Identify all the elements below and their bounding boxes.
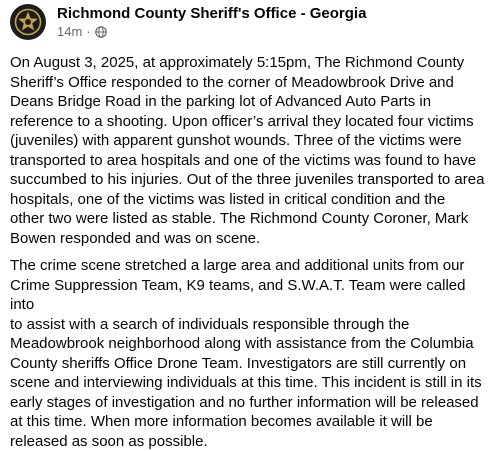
meta-separator: · xyxy=(86,24,91,39)
post-header xyxy=(10,4,366,40)
page-name-link[interactable]: Richmond County Sheriff's Office - Georgia xyxy=(57,5,367,22)
page-avatar[interactable] xyxy=(10,4,46,40)
post-body xyxy=(10,53,488,451)
post-timestamp[interactable]: 14m xyxy=(57,24,83,39)
sheriff-star-badge-icon xyxy=(10,4,46,40)
post-paragraph: The crime scene stretched a large area and additional units from our Crime Suppression Team, K9 teams, and S.W.A.T. Team were called into to assist with a search of individuals responsible through the Meadowbrook neighborhood along with assistance from the Columbia County sheriffs Office Drone Team. Investigators are still currently on scene and interviewing individuals at this time. This incident is still in its early stages of investigation and no further information will be released at this time. When more information becomes available it will be released as soon as possible. xyxy=(10,257,482,450)
post-paragraph: On August 3, 2025, at approximately 5:15pm, The Richmond County Sheriff’s Office responded to the corner of Meadowbrook Drive and Deans Bridge Road in the parking lot of Advanced Auto Parts in reference to a shooting. Upon officer’s arrival they located four victims (juveniles) with apparent gunshot wounds. Three of the victims were transported to area hospitals and one of the victims was found to have succumbed to his injuries. Out of the three juveniles transported to area hospitals, one of the victims was listed in critical condition and the other two were listed as stable. The Richmond County Coroner, Mark Bowen responded and was on scene. xyxy=(10,54,485,247)
post-meta xyxy=(57,4,366,40)
globe-icon[interactable] xyxy=(95,26,107,38)
post-subline xyxy=(57,24,366,40)
